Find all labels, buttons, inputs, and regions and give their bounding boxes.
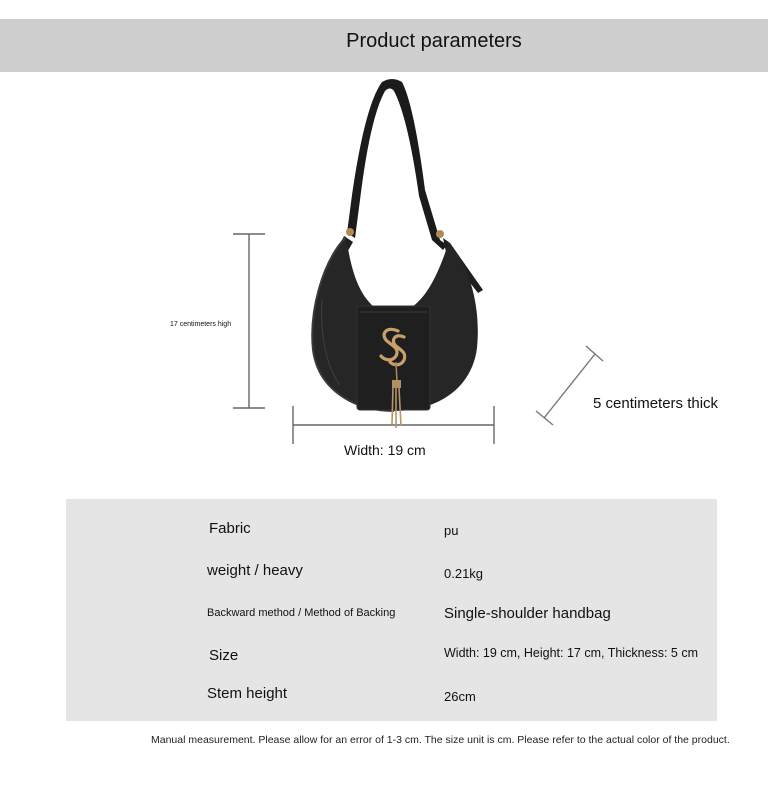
param-label-size: Size: [209, 647, 239, 664]
parameter-table: [66, 499, 717, 721]
param-label-weight: weight / heavy: [207, 562, 303, 579]
page-title: Product parameters: [346, 30, 522, 52]
param-label-stem-height: Stem height: [207, 685, 288, 702]
height-dimension-line: [233, 234, 265, 408]
param-value-fabric: pu: [444, 523, 459, 538]
height-label: 17 centimeters high: [170, 321, 232, 328]
param-label-backing: Backward method / Method of Backing: [207, 607, 396, 619]
param-label-fabric: Fabric: [209, 520, 251, 537]
measurement-note: Manual measurement. Please allow for an error of 1-3 cm. The size unit is cm. Please refer to the actual color of the product.: [151, 734, 730, 746]
product-figure: [0, 72, 768, 492]
thickness-label: 5 centimeters thick: [593, 395, 719, 412]
param-value-stem-height: 26cm: [444, 689, 476, 704]
param-value-backing: Single-shoulder handbag: [444, 605, 611, 622]
width-label: Width: 19 cm: [344, 442, 426, 458]
param-value-weight: 0.21kg: [444, 566, 484, 581]
bag-illustration: [0, 72, 768, 492]
param-value-size: Width: 19 cm, Height: 17 cm, Thickness: 5 cm: [444, 646, 699, 660]
thickness-dimension-line: [536, 346, 603, 425]
header-bar: [0, 19, 768, 72]
